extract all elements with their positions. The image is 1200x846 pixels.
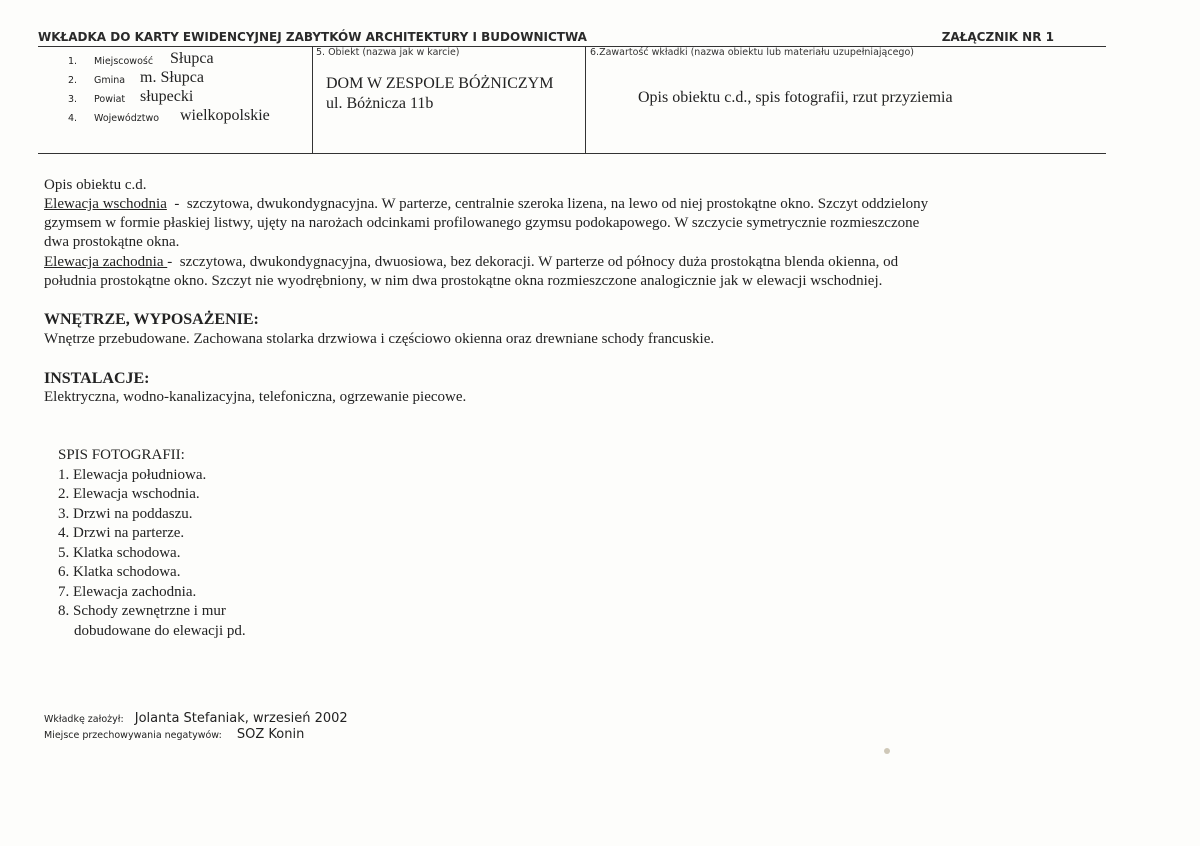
object-name: DOM W ZESPOLE BÓŻNICZYM — [326, 75, 554, 92]
field-label: Województwo — [94, 113, 160, 124]
field-value: słupecki — [140, 88, 194, 105]
list-item: 7. Elewacja zachodnia. — [58, 583, 197, 600]
document-title: WKŁADKA DO KARTY EWIDENCYJNEJ ZABYTKÓW ARCHITEKTURY I BUDOWNICTWA — [38, 30, 587, 44]
document-page: WKŁADKA DO KARTY EWIDENCYJNEJ ZABYTKÓW ARCHITEKTURY I BUDOWNICTWA ZAŁĄCZNIK NR 1 1. Miejscowość Słupca 2. Gmina m. Słupca 3. Powiat słupecki 4. Województwo wielkopolskie 5. Obiekt (nazwa jak w karcie) DOM W ZESPOLE BÓŻNICZYM ul. Bóżnicza 11b 6.Zawartość wkładki (nazwa obiektu lub materiału uzupełniającego) Opis obiektu c.d., spis fotografii, rzut przyziemia Opis obiektu c.d. Elewacja wschodnia - szczytowa, dwukondygnacyjna. W parterze, centralnie szeroka lizena, na lewo od niej prostokątne okno. Szczyt oddzielony gzymsem w formie płaskiej listwy, ujęty na narożach odcinkami profilowanego gzymsu podokapowego. W szczycie symetrycznie rozmieszczone dwa prostokątne okna. Elewacja zachodnia - szczytowa, dwukondygnacyjna, dwuosiowa, bez dekoracji. W parterze od północy duża prostokątna blenda okienna, od południa prostokątne okno. Szczyt nie wyodrębniony, w nim dwa prostokątne okna rozmieszczone analogicznie jak w elewacji wschodniej. WNĘTRZE, WYPOSAŻENIE: Wnętrze przebudowane. Zachowana stolarka drzwiowa i częściowo okienna oraz drewniane schody francuskie. INSTALACJE: Elektryczna, wodno-kanalizacyjna, telefoniczna, ogrzewanie piecowe. SPIS FOTOGRAFII: 1. Elewacja południowa. 2. Elewacja wschodnia. 3. Drzwi na poddaszu. 4. Drzwi na parterze. 5. Klatka schodowa. 6. Klatka schodowa. 7. Elewacja zachodnia. 8. Schody zewnętrzne i mur dobudowane do elewacji pd. Wkładkę założył: Jolanta Stefaniak, wrzesień 2002 Miejsce przechowywania negatywów: SOZ Konin — [0, 0, 1200, 846]
negatives-value: SOZ Konin — [236, 727, 305, 742]
west-elevation-line-2: południa prostokątne okno. Szczyt nie wyodrębniony, w nim dwa prostokątne okna rozmieszczone analogicznie jak w elewacji wschodniej. — [44, 273, 883, 289]
list-item: 2. Elewacja wschodnia. — [58, 486, 200, 502]
contents-label: 6.Zawartość wkładki (nazwa obiektu lub materiału uzupełniającego) — [590, 47, 914, 58]
east-elevation-line-2: gzymsem w formie płaskiej listwy, ujęty na narożach odcinkami profilowanego gzymsu podokapowego. W szczycie symetrycznie rozmieszczone — [44, 215, 920, 231]
interior-heading: WNĘTRZE, WYPOSAŻENIE: — [44, 311, 259, 328]
table-bottom-rule — [38, 153, 1106, 154]
west-elevation-line-1: Elewacja zachodnia - szczytowa, dwukondygnacyjna, dwuosiowa, bez dekoracji. W parterze od północy duża prostokątna blenda okienna, od — [44, 254, 899, 270]
founder-value: Jolanta Stefaniak, wrzesień 2002 — [134, 711, 348, 726]
field-label: Powiat — [94, 94, 126, 105]
negatives-label: Miejsce przechowywania negatywów: — [44, 730, 222, 741]
description-intro: Opis obiektu c.d. — [44, 177, 147, 193]
interior-text: Wnętrze przebudowane. Zachowana stolarka drzwiowa i częściowo okienna oraz drewniane schody francuskie. — [44, 331, 715, 347]
photo-list-heading: SPIS FOTOGRAFII: — [58, 447, 185, 463]
object-address: ul. Bóżnicza 11b — [326, 95, 434, 112]
negatives-line — [44, 723, 304, 742]
installations-text: Elektryczna, wodno-kanalizacyjna, telefoniczna, ogrzewanie piecowe. — [44, 389, 467, 405]
east-elevation-heading: Elewacja wschodnia — [44, 196, 167, 212]
list-item: 8. Schody zewnętrzne i mur — [58, 603, 226, 619]
list-item-continuation: dobudowane do elewacji pd. — [74, 622, 246, 639]
paper-speck — [884, 748, 890, 754]
photo-list — [58, 446, 246, 641]
west-elevation-heading: Elewacja zachodnia — [44, 254, 168, 270]
list-item: 4. Drzwi na parterze. — [58, 525, 185, 541]
list-item: 3. Drzwi na poddaszu. — [58, 505, 193, 522]
table-top-rule — [38, 46, 1106, 47]
column-divider-1 — [312, 46, 313, 153]
list-item: 6. Klatka schodowa. — [58, 564, 181, 580]
annex-label: ZAŁĄCZNIK NR 1 — [941, 30, 1054, 44]
field-value: m. Słupca — [140, 69, 204, 86]
field-label: Gmina — [94, 75, 126, 86]
field-label: Miejscowość — [94, 56, 154, 67]
field-value: Słupca — [170, 50, 214, 67]
installations-heading: INSTALACJE: — [44, 370, 150, 387]
founder-label: Wkładkę założył: — [44, 714, 124, 725]
field-value: wielkopolskie — [180, 107, 270, 124]
list-item: 1. Elewacja południowa. — [58, 466, 207, 483]
document-header — [38, 30, 1106, 46]
east-elevation-line-1: Elewacja wschodnia - szczytowa, dwukondygnacyjna. W parterze, centralnie szeroka lizena, na lewo od niej prostokątne okno. Szczyt oddzielony — [44, 196, 929, 212]
object-label: 5. Obiekt (nazwa jak w karcie) — [316, 47, 460, 58]
list-item: 5. Klatka schodowa. — [58, 544, 181, 561]
east-elevation-line-3: dwa prostokątne okna. — [44, 234, 180, 250]
contents-value: Opis obiektu c.d., spis fotografii, rzut przyziemia — [638, 89, 953, 106]
column-divider-2 — [585, 46, 586, 153]
